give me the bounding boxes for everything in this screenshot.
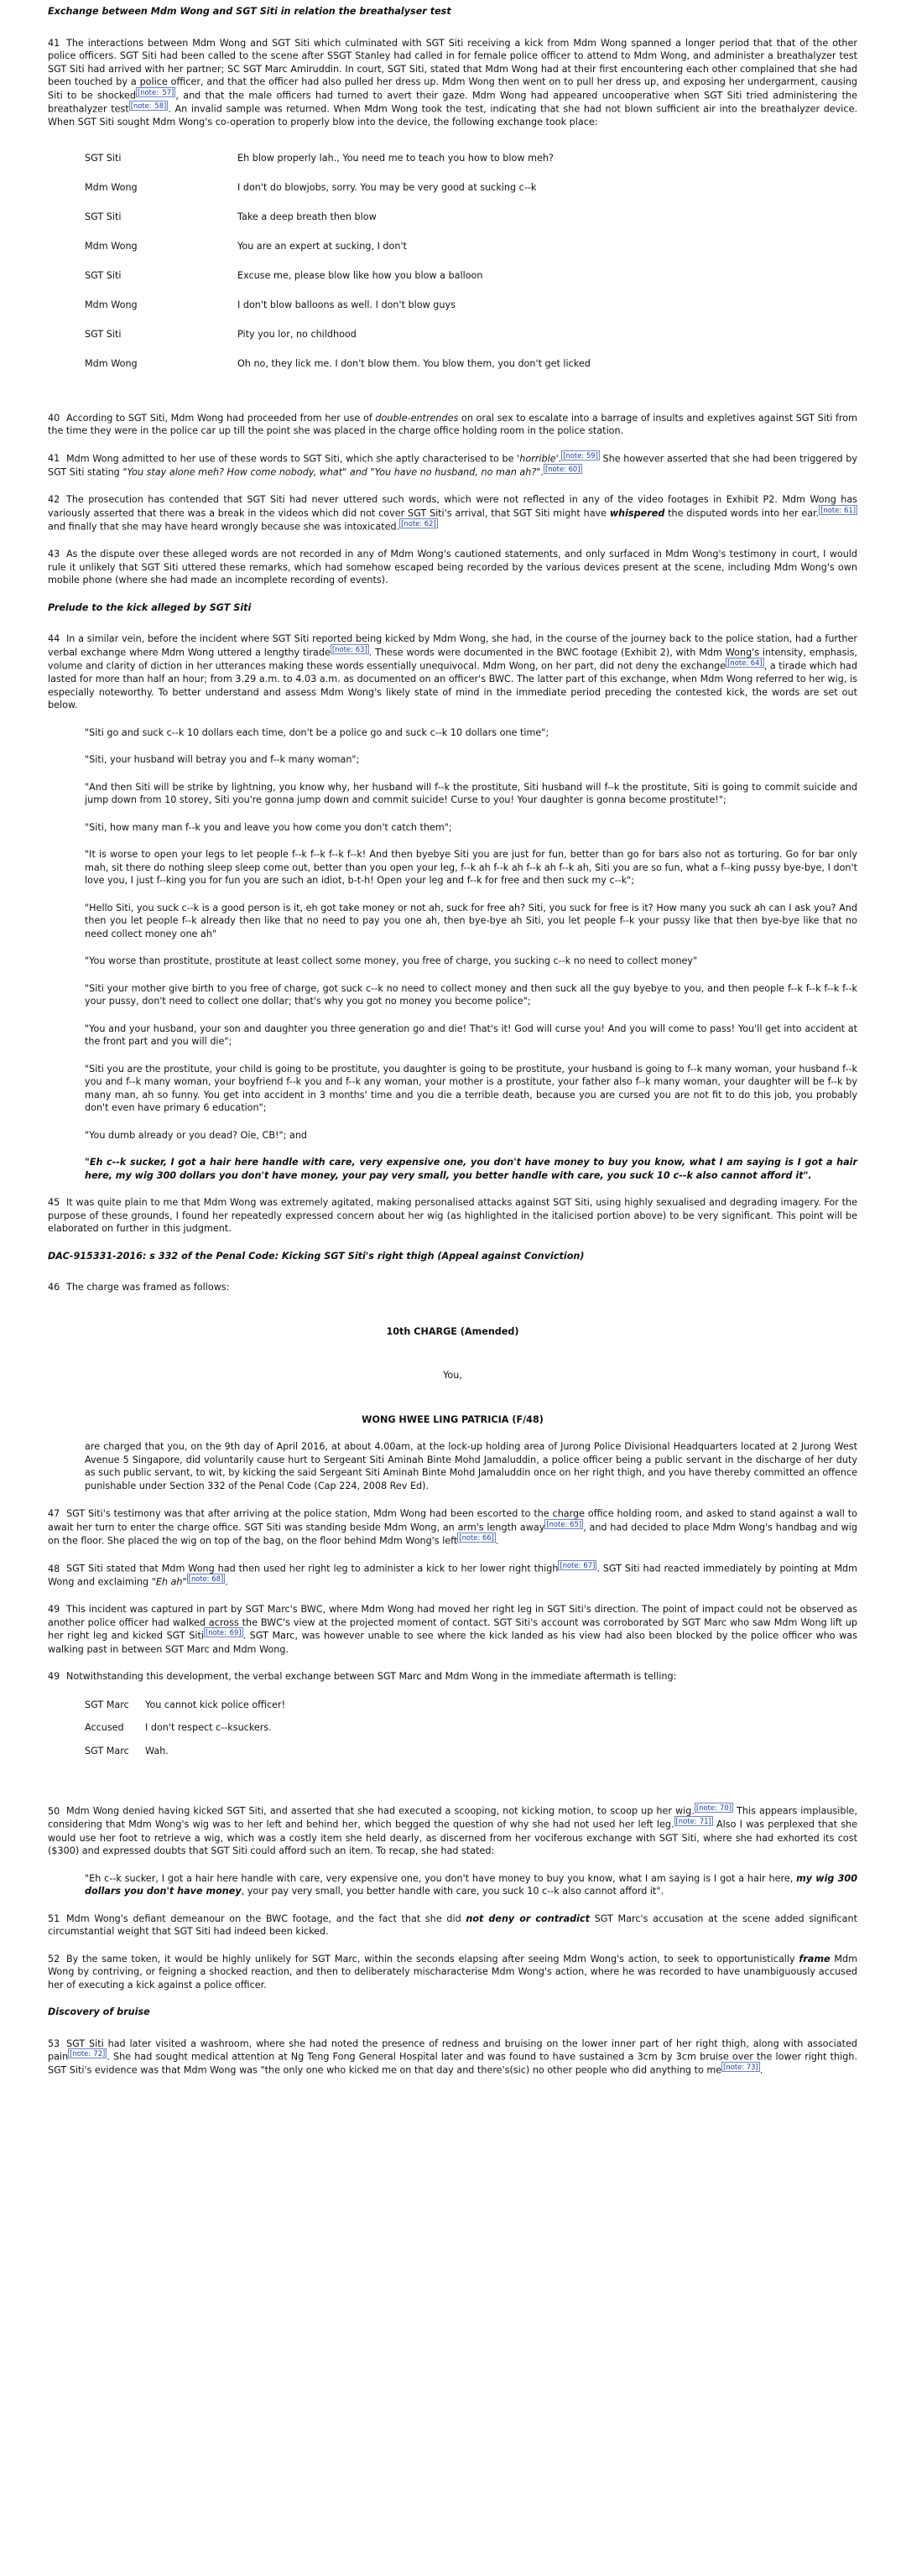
charge-title: 10th CHARGE (Amended): [386, 1325, 519, 1337]
paragraph-number: 41: [48, 453, 60, 465]
speaker: Mdm Wong: [85, 357, 138, 369]
dialogue-line: Take a deep breath then blow: [237, 211, 377, 223]
dialogue-table-kick: [85, 1699, 285, 1768]
speaker: Mdm Wong: [85, 299, 138, 310]
footnote-link[interactable]: [note: 68]: [188, 1574, 224, 1584]
footnote-link[interactable]: [note: 69]: [206, 1628, 242, 1637]
speaker: SGT Marc: [85, 1699, 129, 1710]
dialogue-row: [85, 269, 591, 299]
quote-item: "You dumb already or you dead? Oie, CB!"; and: [85, 1129, 308, 1141]
quote-item: "Siti, how many man f--k you and leave you how come you don't catch them";: [85, 821, 452, 833]
footnote-link[interactable]: [note: 62]: [401, 518, 436, 528]
footnote-link[interactable]: [note: 64]: [727, 658, 763, 667]
paragraph-41b: 41 Mdm Wong admitted to her use of these words to SGT Siti, which she aptly characterised to be 'horrible'. [note: 59] She however asserted that she had been triggered by SGT Siti stating "You stay alone meh? How come nobody, what" and "You have no husband, no man ah?". [note: 60]: [48, 450, 857, 478]
paragraph-number: 46: [48, 1282, 60, 1293]
footnote-link[interactable]: [note: 61]: [820, 505, 857, 514]
quote-item: "It is worse to open your legs to let people f--k f--k f--k f--k! And then byebye Siti you are just for fun, better than go for bars also not as torturing. Go for bar only mah, sit there do nothing sleep sleep come out, better than you open your leg, f--k ah f--k ah f--k ah f--k ah, Siti you are so fun, what a f--king pussy bye-bye, I don't love you, I just f--king you for fun you are such an idiot, b-t-h! Open your leg and f--k for free and then suck my c--k";: [85, 849, 857, 886]
dialogue-line: Oh no, they lick me. I don't blow them. You blow them, you don't get licked: [237, 357, 591, 369]
footnote-link[interactable]: [note: 73]: [723, 2063, 758, 2072]
quote-item: "You and your husband, your son and daughter you three generation go and die! That's it! God will curse you! And you will come to pass! You'll get into accident at the front part and you will die";: [85, 1023, 857, 1047]
dialogue-row: [85, 299, 591, 328]
footnote-link[interactable]: [note: 57]: [137, 87, 174, 96]
paragraph-number: 49: [48, 1671, 60, 1683]
footnote-link[interactable]: [note: 66]: [459, 1533, 494, 1542]
paragraph-49b: 49 Notwithstanding this development, the verbal exchange between SGT Marc and Mdm Wong in the immediate aftermath is telling:: [48, 1671, 677, 1683]
dialogue-row: [85, 357, 591, 387]
paragraph-number: 52: [48, 1953, 60, 1965]
quote-item: "Siti, your husband will betray you and f--k many woman";: [85, 754, 360, 765]
dialogue-line: Pity you lor, no childhood: [237, 328, 357, 340]
paragraph-number: 50: [48, 1805, 60, 1817]
dialogue-line: Excuse me, please blow like how you blow a balloon: [237, 270, 483, 282]
paragraph-48: 48 SGT Siti stated that Mdm Wong had then used her right leg to administer a kick to her lower right thigh [note: 67] . SGT Siti had reacted immediately by pointing at Mdm Wong and exclaiming "Eh ah" [note: 68] .: [48, 1560, 858, 1588]
speaker: SGT Siti: [85, 153, 122, 164]
paragraph-number: 51: [48, 1912, 60, 1924]
footnote-link[interactable]: [note: 65]: [546, 1519, 582, 1528]
footnote-link[interactable]: [note: 58]: [130, 101, 167, 110]
quote-item: "Siti your mother give birth to you free of charge, got suck c--k no need to collect money and then suck all the guy byebye to you, and then people f--k f--k f--k f--k your pussy, don't need to collect one dollar; that's why you got no money you become police";: [85, 982, 857, 1007]
dialogue-row: [85, 240, 591, 269]
speaker: SGT Marc: [85, 1745, 129, 1756]
paragraph-number: 40: [48, 412, 60, 424]
dialogue-line: Wah.: [145, 1745, 169, 1756]
paragraph-45: 45 It was quite plain to me that Mdm Wong was extremely agitated, making personalised attacks against SGT Siti, using highly sexualised and degrading imagery. For the purpose of these grounds, I found her repeatedly expressed concern about her wig (as highlighted in the italicised portion above) to be very significant. This point will be elaborated on further in this judgment.: [48, 1197, 857, 1234]
charge-accused-name: WONG HWEE LING PATRICIA (F/48): [362, 1413, 544, 1425]
quote-item: "Siti you are the prostitute, your child is going to be prostitute, you daughter is going to be prostitute, your husband is going to f--k many woman, your husband f--k you and f--k many woman, your boyfriend f--k you and f--k any woman, your mother is a prostitute, your father also f--k many woman, your daughter will be f--k by many man, ah so funny. You get into accident in 3 months' time and you die a terrible death, because you are cursed you are not fit to do this job, you probably don't even have primary 6 education";: [85, 1063, 857, 1113]
footnote-link[interactable]: [note: 72]: [70, 2049, 106, 2058]
paragraph-number: 41: [48, 37, 60, 49]
paragraph-44: 44 In a similar vein, before the incident where SGT Siti reported being kicked by Mdm Wong, she had, in the course of the journey back to the police station, had a further verbal exchange where Mdm Wong uttered a lengthy tirade [note: 63] . These words were documented in the BWC footage (Exhibit 2), with Mdm Wong's intensity, emphasis, volume and clarity of diction in her utterances making these words essentially unequivocal. Mdm Wong, on her part, did not deny the exchange [note: 64] , a tirade which had lasted for more than half an hour; from 3.29 a.m. to 4.03 a.m. as documented on an officer's BWC. The latter part of this exchange, when Mdm Wong referred to her wig, is especially noteworthy. To better understand and assess Mdm Wong's likely state of mind in the immediate period preceding the contested kick, the words are set out below.: [48, 633, 857, 710]
quote-item: "Hello Siti, you suck c--k is a good person is it, eh got take money or not ah, suck for free ah? Siti, you suck for free is it? How many you suck ah can I ask you? And then you let people f--k already then like that no need to pay you one ah, then bye-bye ah Siti, you let people f--k your pussy like that then bye-bye like that no need collect money one ah": [85, 902, 857, 939]
paragraph-number: 47: [48, 1508, 60, 1519]
dialogue-line: I don't do blowjobs, sorry. You may be very good at sucking c--k: [237, 182, 537, 194]
dialogue-table-breathalyser: [85, 152, 591, 386]
paragraph-number: 45: [48, 1197, 60, 1208]
paragraph-number: 43: [48, 549, 60, 560]
quote-item: "You worse than prostitute, prostitute at least collect some money, you free of charge, you sucking c--k no need to collect money": [85, 955, 698, 966]
section-heading-bruise: Discovery of bruise: [48, 2006, 150, 2018]
dialogue-row: [85, 1745, 285, 1768]
speaker: SGT Siti: [85, 328, 122, 340]
paragraph-number: 42: [48, 494, 60, 506]
dialogue-row: [85, 211, 591, 240]
speaker: SGT Siti: [85, 211, 122, 223]
paragraph-46: 46 The charge was framed as follows:: [48, 1282, 230, 1293]
section-heading-charge: DAC-915331-2016: s 332 of the Penal Code: Kicking SGT Siti's right thigh (Appeal against Conviction): [48, 1250, 585, 1262]
footnote-link[interactable]: [note: 63]: [331, 644, 367, 653]
footnote-link[interactable]: [note: 71]: [675, 1817, 711, 1826]
dialogue-line: I don't respect c--ksuckers.: [145, 1722, 272, 1734]
paragraph-number: 48: [48, 1563, 60, 1574]
paragraph-51: 51 Mdm Wong's defiant demeanour on the BWC footage, and the fact that she did not deny or contradict SGT Marc's accusation at the scene added significant circumstantial weight that SGT Siti had indeed been kicked.: [48, 1912, 858, 1938]
speaker: SGT Siti: [85, 270, 122, 282]
quote-wig: "Eh c--k sucker, I got a hair here handle with care, very expensive one, you don't have money to buy you know, what I am saying is I got a hair here, my wig 300 dollars you don't have money, your pay very small, you better handle with care, you suck 10 c--k also cannot afford it".: [85, 1872, 857, 1897]
paragraph-number: 44: [48, 633, 60, 645]
section-heading-breathalyser: Exchange between Mdm Wong and SGT Siti in relation the breathalyser test: [48, 6, 451, 17]
dialogue-line: I don't blow balloons as well. I don't blow guys: [237, 299, 456, 310]
quote-item: "And then Siti will be strike by lightning, you know why, her husband will f--k the prostitute, Siti husband will f--k the prostitute, Siti is going to commit suicide and jump down from 10 storey, Siti you're gonna jump down and commit suicide! Curse to you! Your daughter is gonna become prostitute!";: [85, 781, 857, 805]
section-heading-prelude: Prelude to the kick alleged by SGT Siti: [48, 601, 252, 613]
dialogue-line: You are an expert at sucking, I don't: [237, 241, 407, 252]
charge-you: You,: [443, 1370, 462, 1381]
dialogue-line: Eh blow properly lah., You need me to teach you how to blow meh?: [237, 153, 554, 164]
paragraph-49a: 49 This incident was captured in part by SGT Marc's BWC, where Mdm Wong had moved her right leg in SGT Siti's direction. The point of impact could not be observed as another police officer had walked across the BWC's view at the projected moment of contact. SGT Siti's account was corroborated by SGT Marc who saw Mdm Wong lift up her right leg and kicked SGT Siti [note: 69] . SGT Marc, was however unable to see where the kick landed as his view had also been blocked by the police officer who was walking past in between SGT Marc and Mdm Wong.: [48, 1604, 857, 1655]
charge-body: are charged that you, on the 9th day of April 2016, at about 4.00am, at the lock-up holding area of Jurong Police Divisional Headquarters located at 2 Jurong West Avenue 5 Singapore, did voluntarily cause hurt to Sergeant Siti Aminah Binte Mohd Jamaluddin, a police officer being a public servant in the discharge of her duty as such public servant, to wit, by kicking the said Sergeant Siti Aminah Binte Mohd Jamaluddin once on her right thigh, and you have thereby committed an offence punishable under Section 332 of the Penal Code (Cap 224, 2008 Rev Ed).: [85, 1441, 857, 1491]
footnote-link[interactable]: [note: 70]: [695, 1803, 732, 1813]
quote-item-emphasised: "Eh c--k sucker, I got a hair here handle with care, very expensive one, you don't have money to buy you know, what I am saying is I got a hair here, my wig 300 dollars you don't have money, your pay very small, you better handle with care, you suck 10 c--k also cannot afford it".: [85, 1157, 857, 1181]
paragraph-50: 50 Mdm Wong denied having kicked SGT Siti, and asserted that she had executed a scooping, not kicking motion, to scoop up her wig. [note: 70] This appears implausible, considering that Mdm Wong's wig was to her left and behind her, which begged the question of why she had not used her left leg. [note: 71] Also I was perplexed that she would use her foot to retrieve a wig, which was a costly item she held dearly, as discerned from her vociferous exchange with SGT Siti, where she had exhorted its cost ($300) and expressed doubts that SGT Siti could afford such an item. To recap, she had stated:: [48, 1803, 858, 1857]
dialogue-row: [85, 152, 591, 181]
dialogue-row: [85, 1699, 285, 1722]
paragraph-43: 43 As the dispute over these alleged words are not recorded in any of Mdm Wong's cautioned statements, and only surfaced in Mdm Wong's testimony in court, I would rule it unlikely that SGT Siti uttered these remarks, which had somehow escaped being recorded by the various devices present at the scene, including Mdm Wong's own mobile phone (where she had made an incomplete recording of events).: [48, 549, 857, 586]
quote-item: "Siti go and suck c--k 10 dollars each time, don't be a police go and suck c--k 10 dollars one time";: [85, 726, 549, 738]
footnote-link[interactable]: [note: 67]: [560, 1560, 596, 1569]
footnote-link[interactable]: [note: 59]: [563, 450, 598, 460]
paragraph-42: 42 The prosecution has contended that SGT Siti had never uttered such words, which were not reflected in any of the video footages in Exhibit P2. Mdm Wong has variously asserted that there was a break in the videos which did not cover SGT Siti's arrival, that SGT Siti might have whispered the disputed words into her ear. [note: 61] and finally that she may have heard wrongly because she was intoxicated. [note: 62]: [48, 494, 857, 533]
paragraph-47: 47 SGT Siti's testimony was that after arriving at the police station, Mdm Wong had been escorted to the charge office holding room, and asked to stand against a wall to await her turn to enter the charge office. SGT Siti was standing beside Mdm Wong, an arm's length away [note: 65] , and had decided to place Mdm Wong's handbag and wig on the floor. She placed the wig on top of the bag, on the floor behind Mdm Wong's left [note: 66] .: [48, 1508, 857, 1547]
paragraph-number: 49: [48, 1604, 60, 1616]
paragraph-40: 40 According to SGT Siti, Mdm Wong had proceeded from her use of double-entrendes on oral sex to escalate into a barrage of insults and expletives against SGT Siti from the time they were in the police car up till the point she was placed in the charge office holding room in the police station.: [48, 412, 857, 437]
speaker: Mdm Wong: [85, 241, 138, 252]
dialogue-row: [85, 181, 591, 211]
paragraph-52: 52 By the same token, it would be highly unlikely for SGT Marc, within the seconds elapsing after seeing Mdm Wong's action, to seek to opportunistically frame Mdm Wong by contriving, or feigning a shocked reaction, and then to deliberately mischaracterise Mdm Wong's action, where he was recorded to have unambiguously accused her of executing a kick against a police officer.: [48, 1953, 857, 1991]
speaker: Accused: [85, 1722, 124, 1734]
dialogue-row: [85, 1721, 285, 1745]
speaker: Mdm Wong: [85, 182, 138, 194]
paragraph-41a: 41 The interactions between Mdm Wong and SGT Siti which culminated with SGT Siti receiving a kick from Mdm Wong spanned a longer period that that of the other police officers. SGT Siti had been called to the scene after SSGT Stanley had called in for female police officer to attend to Mdm Wong, and administer a breathalyzer test SGT Siti had arrived with her partner; SC SGT Marc Amiruddin. In court, SGT Siti, stated that Mdm Wong had at their first encountering each other complained that she had been touched by a police officer, and that the officer had also pulled her dress up. Mdm Wong then went on to pull her dress up, and exposing her undergarment, causing Siti to be shocked [note: 57] , and that the male officers had turned to avert their gaze. Mdm Wong had appeared uncooperative when SGT Siti tried administering the breathalyzer test [note: 58] . An invalid sample was returned. When Mdm Wong took the test, indicating that she had not blown sufficient air into the breathalyzer device. When SGT Siti sought Mdm Wong's co-operation to properly blow into the device, the following exchange took place:: [48, 37, 858, 127]
paragraph-number: 53: [48, 2037, 60, 2049]
dialogue-row: [85, 328, 591, 357]
footnote-link[interactable]: [note: 60]: [544, 464, 581, 473]
dialogue-line: You cannot kick police officer!: [145, 1699, 286, 1710]
paragraph-53: 53 SGT Siti had later visited a washroom, where she had noted the presence of redness and bruising on the lower inner part of her right thigh, along with associated pain [note: 72] . She had sought medical attention at Ng Teng Fong General Hospital later and was found to have sustained a 3cm by 3cm bruise over the lower right thigh. SGT Siti's evidence was that Mdm Wong was "the only one who kicked me on that day and there's(sic) no other people who did anything to me [note: 73] .: [48, 2037, 857, 2077]
